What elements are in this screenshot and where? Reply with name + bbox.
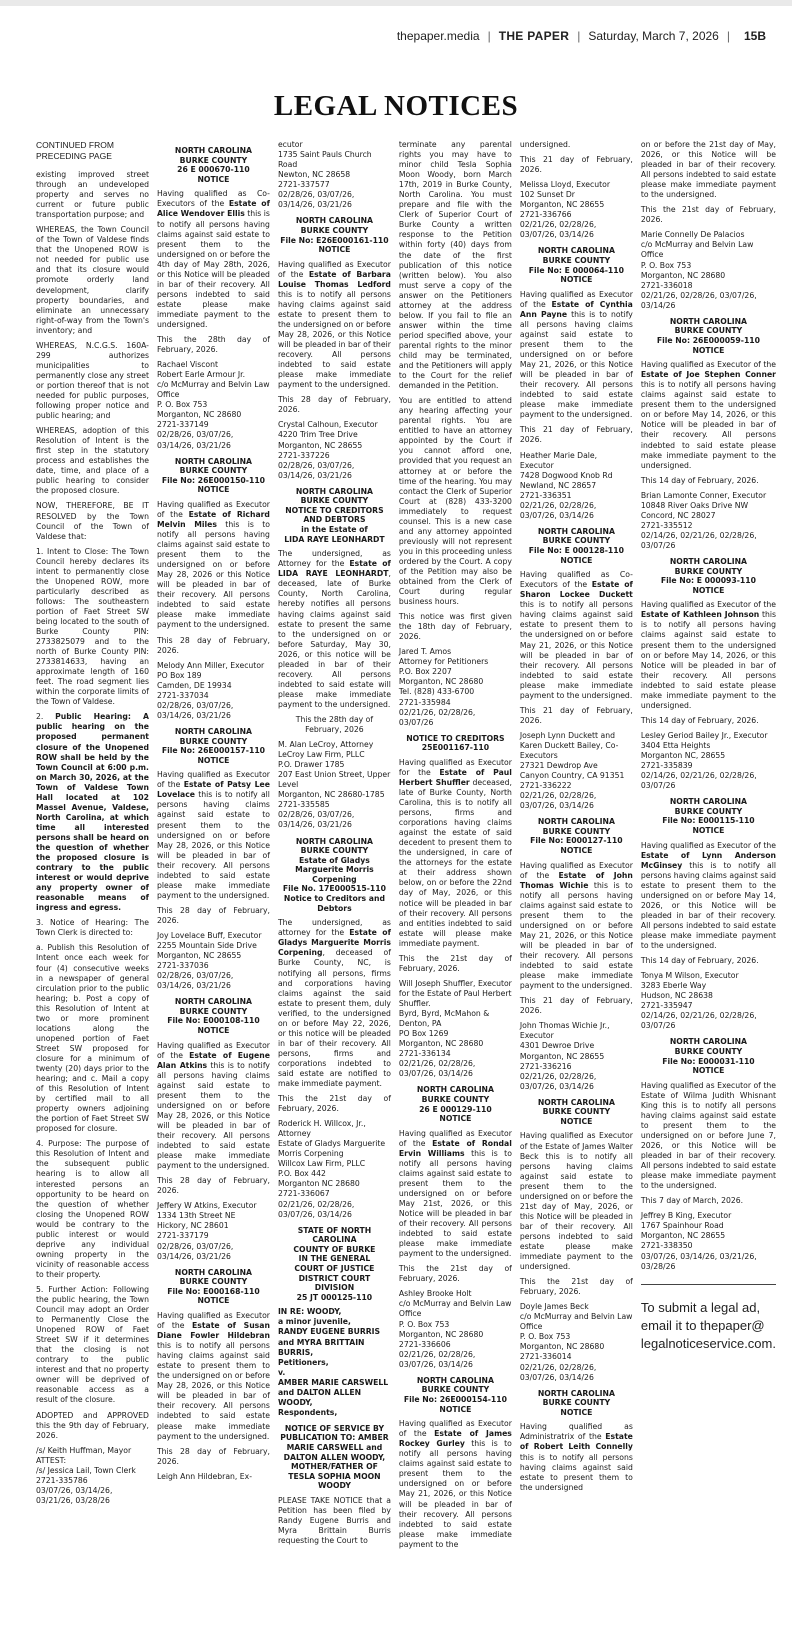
- notice-text: this is to notify all persons having claims against said estate to present them to the undersigned on or before May 21, 2026, or this Notice will be pleaded in bar of their recovery. All persons indebted to said estate please make immediate payment to the undersigned.: [519, 600, 633, 700]
- notice-heading: NORTH CAROLINA BURKE COUNTY Estate of Gladys Marguerite Morris Corpening File No. 17E000515-110 Notice to Creditors and Debtors: [282, 836, 386, 913]
- court-heading: STATE OF NORTH CAROLINA COUNTY OF BURKE IN THE GENERAL COURT OF JUSTICE DISTRICT COURT DIVISION 25 JT 000125-110: [293, 1225, 376, 1302]
- public-hearing-text: Public Hearing: A public hearing on the proposed permanent closure of the Unopened ROW shall be held by the Town Council at 6:00 p.m. on March 30, 2026, at the Town of Valdese Town Hall located at 102 Massel Avenue, Valdese, North Carolina, at which time all interested persons shall be heard on the question of whether the proposed closure is contrary to the public interest or would deprive any property owner of reasonable means of ingress and egress.: [36, 712, 149, 913]
- notice-text: Having qualified as Executor of the: [398, 1128, 512, 1148]
- signature-block: Rachael Viscont Robert Earle Armour Jr. c/o McMurray and Belvin Law Office P. O. Box 753 Morganton, NC 28680 2721-337149 02/28/26, 03/07/26, 03/14/26, 03/21/26: [156, 360, 270, 450]
- notice-body: Having qualified as Executor of the Estate of James Walter Beck this is to notify all persons having claims against said estate to present them to the undersigned on or before the 21st day of May, 2026, or this Notice will be pleaded in bar of their recovery. All persons indebted to said estate please make immediate payment to the undersigned.: [519, 1131, 633, 1272]
- notice-date: This the 28th day of February, 2026.: [156, 335, 270, 355]
- notice-heading: NORTH CAROLINA BURKE COUNTY File No: 26E000150-110 NOTICE: [161, 456, 266, 495]
- notice-text: Having qualified as Executor of the: [156, 1040, 270, 1060]
- notice-heading: NORTH CAROLINA BURKE COUNTY File No: E 000128-110 NOTICE: [528, 526, 624, 565]
- signature-block: Jeffrey B King, Executor 1767 Spainhour Road Morganton, NC 28655 2721-338350 03/07/26, 03/14/26, 03/21/26, 03/28/26: [640, 1211, 757, 1271]
- notice-date: This 28 day of February, 2026.: [156, 635, 270, 655]
- estate-name: Estate of Patsy Lee Lovelace: [156, 780, 270, 800]
- notice-text: Having qualified as Executor for the: [398, 757, 512, 777]
- masthead-separator: |: [487, 29, 491, 43]
- notice-date: This notice was first given the 18th day of February, 2026.: [398, 612, 512, 642]
- signature-block: Will Joseph Shuffler, Executor for the Estate of Paul Herbert Shuffler. Byrd, Byrd, McMahon & Denton, PA PO Box 1269 Morganton, NC 28680 2721-336134 02/21/26, 02/28/26, 03/07/26, 03/14/26: [398, 978, 512, 1079]
- notice-body: [520, 570, 633, 701]
- notice-text: Having qualified as Executor of the: [156, 1311, 270, 1331]
- notice-paragraph: existing improved street through an undeveloped property and serves no current or future public transportation purpose; and: [36, 170, 149, 220]
- notice-text: Having qualified as Executor of the: [156, 499, 270, 519]
- notice-date: This 7 day of March, 2026.: [640, 1196, 744, 1206]
- notice-text: this is to notify all persons having claims against said estate to present them to the undersigned on or before May 21, 2026, or this Notice will be pleaded in bar of their recovery. All persons indebted to said estate please make immediate payment to the: [398, 1439, 512, 1549]
- estate-name: Estate of Rondal Ervin Williams: [398, 1138, 512, 1158]
- notice-text: this is to notify all persons having claims against said estate to present them to the undersigned on or before May 28, 2026, or this Notice will be pleaded in bar of their recovery. All persons indebted to said estate please make immediate payment to the undersigned.: [156, 1060, 270, 1171]
- notice-text: undersigned.: [519, 140, 571, 149]
- estate-name: Estate of Gladys Marguerite Morris Corpening: [277, 928, 391, 958]
- notice-date: This 14 day of February, 2026.: [640, 715, 759, 725]
- notice-heading: NORTH CAROLINA BURKE COUNTY File No: E000115-110 NOTICE: [662, 797, 755, 835]
- estate-name: Estate of James Rockey Gurley: [398, 1429, 512, 1449]
- notice-heading: NORTH CAROLINA BURKE COUNTY NOTICE: [537, 1388, 615, 1417]
- notice-paragraph: [36, 712, 149, 913]
- notice-body: [520, 1422, 633, 1492]
- notice-heading: NORTH CAROLINA BURKE COUNTY File No: E 000064-110 NOTICE: [528, 246, 624, 285]
- notice-text: this is to notify all persons having claims against said estate to present them to the undersigned on or before May 21, 2026, or this Notice will be pleaded in bar of their recovery. All persons indebted to said estate please make immediate payment to the undersigned.: [519, 309, 633, 420]
- notice-paragraph: 1. Intent to Close: The Town Council hereby declares its intent to permanently close the Unopened ROW, more particularly described as follows: The southeastern portion of Faet Street SW being located to the south of Burke County PIN: 2733825079 and to the north of Burke County PIN: 2733814633, having an approximate length of 160 feet. The road segment lies within the corporate limits of the Town of Valdese.: [36, 546, 149, 707]
- notice-text: The undersigned, as attorney for the: [277, 918, 391, 938]
- estate-name: Estate of Alice Wendover Ellis: [156, 199, 270, 219]
- signature-block: John Thomas Wichie Jr., Executor 4301 Dewroe Drive Morganton, NC 28655 2721-336216 02/21/26, 02/28/26, 03/07/26, 03/14/26: [519, 1021, 610, 1091]
- issue-date: Saturday, March 7, 2026: [588, 29, 719, 43]
- notice-heading: NORTH CAROLINA BURKE COUNTY File No: 26E000059-110 NOTICE: [656, 316, 760, 355]
- notice-paragraph: WHEREAS, N.C.G.S. 160A-299 authorizes municipalities to permanently close any street or portion thereof that is not needed for public purposes, following proper notice and public hearing; and: [36, 340, 149, 421]
- notice-paragraph: 4. Purpose: The purpose of this Resolution of Intent and the subsequent public hearing is to allow all interested persons an opportunity to be heard on the question of whether closing the Unopened ROW would be contrary to the public interest or would deprive any individual owning property in the vicinity of reasonable access to their property.: [36, 1139, 149, 1279]
- notice-heading: NORTH CAROLINA BURKE COUNTY File No: 26E000154-110 NOTICE: [403, 1375, 507, 1414]
- column-1: [36, 140, 149, 1620]
- signature-block: Crystal Calhoun, Executor 4220 Trim Tree Drive Morganton, NC 28655 2721-337226 02/28/26, 03/07/26, 03/14/26, 03/21/26: [277, 420, 378, 480]
- notice-text: this is to notify all persons having claims against said estate to present them to the undersigned on or before May 28, 2026, or this Notice will be pleaded in bar of their recovery. All persons indebted to said estate please make immediate payment to the undersigned.: [156, 790, 270, 900]
- notice-paragraph: 5. Further Action: Following the public hearing, the Town Council may adopt an Order to Permanently Close the Unopened ROW of Faet Street SW if it determines that the closing is not contrary to the public interest and that no property owner will be deprived of reasonable access as a result of the closure.: [36, 1284, 149, 1405]
- notice-text: The undersigned, as Attorney for the: [277, 549, 391, 569]
- notice-date: This 21 day of February, 2026.: [519, 705, 633, 725]
- signature-block: Melody Ann Miller, Executor PO Box 189 Camden, DE 19934 2721-337034 02/28/26, 03/07/26, 03/14/26, 03/21/26: [156, 660, 265, 720]
- notice-body: [157, 770, 270, 901]
- signature-block: M. Alan LeCroy, Attorney LeCroy Law Firm, PLLC P.O. Drawer 1785 207 East Union Street, Upper Level Morganton, NC 28680-1785 2721-335585 02/28/26, 03/07/26, 03/14/26, 03/21/26: [277, 740, 391, 830]
- notice-text: Having qualified as Co-Executors of the: [156, 189, 270, 209]
- signature-block: Jared T. Amos Attorney for Petitioners P.O. Box 2207 Morganton, NC 28680 Tel. (828) 433-6700 2721-335984 02/21/26, 02/28/26, 03/07/26: [398, 647, 489, 727]
- notice-date: This 28 day of February, 2026.: [156, 1446, 270, 1466]
- notice-body: [399, 758, 512, 949]
- notice-date: This 21 day of February, 2026.: [519, 996, 633, 1016]
- item-number: 2.: [36, 712, 56, 722]
- notice-body: [641, 600, 776, 711]
- notice-date: This 28 day of February, 2026.: [277, 395, 391, 415]
- notice-text: Having qualified as Executor of the: [519, 860, 633, 880]
- notice-heading: NORTH CAROLINA BURKE COUNTY 26 E 000129-110 NOTICE: [416, 1085, 494, 1124]
- notice-body: [399, 1419, 512, 1550]
- masthead: [20, 26, 766, 46]
- top-rule: [0, 0, 792, 6]
- notice-text: Having qualified as Executor of the: [156, 770, 270, 790]
- notice-heading: NORTH CAROLINA BURKE COUNTY File No: E000031-110 NOTICE: [662, 1037, 755, 1076]
- notice-body: [641, 360, 776, 471]
- notice-paragraph: WHEREAS, the Town Council of the Town of Valdese finds that the Unopened ROW is not needed for public use and that its closure would promote orderly land development, clarify property boundaries, and eliminate an unnecessary right-of-way from the Town's inventory; and: [36, 225, 149, 335]
- notice-date: This 14 day of February, 2026.: [640, 475, 759, 485]
- notice-heading: NORTH CAROLINA BURKE COUNTY 26 E 000670-110 NOTICE: [174, 146, 252, 184]
- notice-text: , deceased, late of Burke County, North Carolina, hereby notifies all persons having claims against said estate to present the same to the undersigned on or before Saturday, May 30, 2026, or this notice will be pleaded in bar of their recovery. All persons indebted to said estate will please make immediate payment to the undersigned.: [277, 569, 391, 709]
- notice-text: Having qualified as Executor of the: [398, 1419, 512, 1439]
- notice-paragraph: WHEREAS, adoption of this Resolution of Intent is the first step in the statutory process and establishes the date, time, and place of a public hearing to consider the proposed closure.: [36, 426, 149, 496]
- estate-name: Estate of Joe Stephen Conner: [640, 370, 776, 380]
- notice-text: Having qualified as Administratrix of the: [519, 1422, 633, 1442]
- signature-block: Heather Marie Dale, Executor 7428 Dogwood Knob Rd Newland, NC 28657 2721-336351 02/21/26, 02/28/26, 03/07/26, 03/14/26: [519, 450, 613, 520]
- column-4: [399, 140, 512, 1620]
- notice-date: This 28 day of February, 2026.: [156, 1176, 270, 1196]
- masthead-separator: |: [577, 29, 581, 43]
- notice-date: This the 21st day of February, 2026.: [519, 1277, 633, 1297]
- estate-name: Estate of Robert Leith Connelly: [519, 1432, 633, 1452]
- divider: [641, 1284, 776, 1285]
- notice-body: [157, 1041, 270, 1172]
- notice-text: Having qualified as Executor of the: [277, 259, 391, 279]
- estate-name: Estate of Lynn Anderson McGinsey: [640, 850, 776, 870]
- signature-block: Leigh Ann Hildebran, Ex-: [156, 1471, 252, 1481]
- notice-text: on or before the 21st day of May, 2026, or this Notice will be pleaded in bar of their recovery. All persons indebted to said estate please make immediate payment to the undersigned.: [640, 140, 776, 200]
- notice-text: this is to notify all persons having claims against said estate to present them to the undersigned on or before May 14, 2026, or this Notice will be pleaded in bar of their recovery. All persons indebted to said estate please make immediate payment to the undersigned.: [640, 860, 776, 951]
- notice-body: [641, 841, 776, 952]
- notice-paragraph: 3. Notice of Hearing: The Town Clerk is directed to:: [36, 918, 149, 938]
- signature-block: ecutor 1735 Saint Pauls Church Road Newton, NC 28658 2721-337577 02/28/26, 03/07/26, 03/14/26, 03/21/26: [277, 140, 372, 210]
- signature-block: Ashley Brooke Holt c/o McMurray and Belvin Law Office P. O. Box 753 Morganton, NC 28680 2721-336606 02/21/26, 02/28/26, 03/07/26, 03/14/26: [398, 1289, 512, 1369]
- estate-name: Estate of Paul Herbert Shuffler: [398, 767, 512, 787]
- signature-block: Roderick H. Willcox, Jr., Attorney Estate of Gladys Marguerite Morris Corpening Willcox Law Firm, PLLC P.O. Box 442 Morganton NC 28680 2721-336067 02/21/26, 02/28/26, 03/07/26, 03/14/26: [277, 1119, 386, 1219]
- column-2: [157, 140, 270, 1620]
- estate-name: Estate of Susan Diane Fowler Hildebran: [156, 1321, 270, 1341]
- notice-text: deceased, late of Burke County, North Carolina, this is to notify all persons, firms and corporations having claims against the estate of said decedent to present them to the undersigned, in care of the attorneys for the estate at their address shown below, on or before the 22nd day of May, 2026, or this notice will be pleaded in bar of their recovery. All persons and entities indebted to said estate will please make immediate payment.: [398, 777, 512, 948]
- notice-text: this is to notify all persons having claims against said estate to present them to the undersigned on or before May 21, 2026, or this Notice will be pleaded in bar of their recovery. All persons indebted to said estate please make immediate payment to the undersigned.: [519, 880, 633, 991]
- notice-body: [278, 260, 391, 391]
- notice-text: Having qualified as Executor of the: [640, 840, 776, 850]
- estate-name: Estate of LIDA RAYE LEONHARDT: [277, 559, 391, 579]
- section-title: LEGAL NOTICES: [273, 90, 519, 122]
- notice-text: this is to notify all persons having claims against said estate to present them to the undersigned on or before May 21st, 2026, or this Notice will be pleaded in bar of their recovery. All persons indebted to said estate please make immediate payment to the undersigned.: [398, 1148, 512, 1259]
- column-3: [278, 140, 391, 1620]
- notice-paragraph: You are entitled to attend any hearing affecting your parental rights. You are entitled to have an attorney appointed by the Court if you cannot afford one, provided that you request an attorney at or before the time of the hearing. You may contact the Clerk of Superior Court at (828) 433-3200 immediately to request counsel. This is a new case and any attorney appointed previously will not represent you in this proceeding unless ordered by the Court. A copy of the Petition may also be obtained from the Clerk of Court during regular business hours.: [398, 396, 512, 607]
- notice-paragraph: ADOPTED and APPROVED this the 9th day of February, 2026.: [36, 1410, 149, 1440]
- notice-heading: NORTH CAROLINA BURKE COUNTY File No: 26E000157-110 NOTICE: [161, 726, 266, 765]
- signature-block: Brian Lamonte Conner, Executor 10848 River Oaks Drive NW Concord, NC 28027 2721-335512 02/14/26, 02/21/26, 02/28/26, 03/07/26: [640, 490, 767, 550]
- service-heading: NOTICE OF SERVICE BY PUBLICATION TO: AMBER MARIE CARSWELL and DALTON ALLEN WOODY, MOTHER/FATHER OF TESLA SOPHIA MOON WOODY: [280, 1423, 389, 1491]
- continued-label: CONTINUED FROM PRECEDING PAGE: [36, 140, 114, 161]
- notice-heading: NORTH CAROLINA BURKE COUNTY NOTICE TO CREDITORS AND DEBTORS in the Estate of LIDA RAYE LEONHARDT: [284, 486, 385, 544]
- signature-block: Jeffery W Atkins, Executor 1334 13th Street NE Hickory, NC 28601 2721-337179 02/28/26, 03/07/26, 03/14/26, 03/21/26: [156, 1201, 257, 1261]
- notice-heading: NORTH CAROLINA BURKE COUNTY File No: E26E000161-110 NOTICE: [280, 216, 389, 255]
- signature-block: Tonya M Wilson, Executor 3283 Eberle Way Hudson, NC 28638 2721-335947 02/14/26, 02/21/26, 02/28/26, 03/07/26: [640, 971, 757, 1031]
- signature-block: /s/ Keith Huffman, Mayor ATTEST: /s/ Jessica Lail, Town Clerk 2721-335786 03/07/26, 03/14/26, 03/21/26, 03/28/26: [36, 1445, 136, 1505]
- notice-text: Having qualified as Executor of the: [519, 289, 633, 309]
- estate-name: Estate of Richard Melvin Miles: [156, 509, 270, 530]
- notice-text: this is to notify all persons having claims against said estate to present them to the undersigned on or before May 28, 2026 or this Notice will be pleaded in bar of their recovery. All persons indebted to said estate please make immediate payment to the undersigned.: [156, 520, 270, 630]
- notice-heading: NORTH CAROLINA BURKE COUNTY File No: E000168-110 NOTICE: [167, 1267, 260, 1306]
- submit-ad-info[interactable]: To submit a legal ad, email it to thepaper@ legalnoticeservice.com.: [640, 1299, 776, 1351]
- case-caption: IN RE: WOODY, a minor juvenile, RANDY EUGENE BURRIS and MYRA BRITTAIN BURRIS, Petitioners, v. AMBER MARIE CARSWELL and DALTON ALLEN WOODY, Respondents,: [277, 1307, 389, 1417]
- column-6: [641, 140, 776, 1620]
- notice-paragraph: NOW, THEREFORE, BE IT RESOLVED by the Town Council of the Town of Valdese that:: [36, 501, 149, 541]
- column-5: [520, 140, 633, 1620]
- notice-text: Having qualified as Co-Executors of the: [519, 570, 633, 590]
- notice-heading: NORTH CAROLINA BURKE COUNTY NOTICE: [537, 1097, 615, 1126]
- notice-date: This 21 day of February, 2026.: [519, 155, 633, 175]
- estate-name: Estate of Cynthia Ann Payne: [519, 299, 633, 319]
- notice-date: This the 21st day of February, 2026.: [398, 953, 512, 973]
- notice-date: This 21 day of February, 2026.: [519, 425, 633, 445]
- notice-date: This the 21st day of February, 2026.: [398, 1264, 512, 1284]
- site-url[interactable]: thepaper.media: [396, 29, 480, 43]
- notice-body: [278, 918, 391, 1089]
- notice-date: This 28 day of February, 2026.: [156, 905, 270, 925]
- signature-block: Lesley Geriod Bailey Jr., Executor 3404 Etta Heights Morganton NC, 28655 2721-335839 02/14/26, 02/21/26, 02/28/26, 03/07/26: [640, 730, 768, 791]
- estate-name: Estate of Kathleen Johnson: [640, 610, 760, 620]
- notice-text: this is to notify all persons having claims against said estate to present them to the undersigned on or before May 14, 2026, or this Notice will be pleaded in bar of their recovery. All persons indebted to said estate please make immediate payment to the undersigned.: [640, 610, 776, 710]
- notice-heading: NOTICE TO CREDITORS 25E001167-110: [406, 733, 505, 753]
- notice-text: this is to notify all persons having claims against said estate to present them to the undersigned on or before the 4th day of May 28th, 2026, or this Notice will be pleaded in bar of their recovery. All persons indebted to said estate please make immediate payment to the undersigned.: [156, 209, 270, 329]
- notice-body: [278, 549, 391, 710]
- notice-body: [520, 290, 633, 421]
- notice-body: PLEASE TAKE NOTICE that a Petition has been filed by Randy Eugene Burris and Myra Brittain Burris requesting the Court to: [277, 1496, 391, 1546]
- notice-body: [157, 189, 270, 330]
- notice-text: this is to notify all persons having claims against said estate to present them to the undersigned on or before May 14, 2026, or this Notice will be pleaded in bar of their recovery. All persons indebted to said estate please make immediate payment to the undersigned.: [640, 380, 776, 470]
- paper-name: THE PAPER: [498, 29, 570, 43]
- notice-paragraph: a. Publish this Resolution of Intent once each week for four (4) consecutive weeks in a newspaper of general circulation prior to the public hearing; b. Post a copy of this Resolution of Intent at two or more prominent locations along the unopened portion of Faet Street SW proposed for closure for a minimum of twenty (20) days prior to the hearing; and c. Mail a copy of this Resolution of Intent by certified mail to all property owners adjoining the portion of Faet Street SW proposed for closure.: [36, 943, 149, 1134]
- notice-paragraph: terminate any parental rights you may have to minor child Tesla Sophia Moon Woody, born March 17th, 2019 in Burke County, North Carolina. You must prepare and file with the Clerk of Superior Court of Burke County a written response to the Petition within forty (40) days from the date of the first publication of this notice (written below). You also must serve a copy of the answer on the Petitioners attorney at the address below. If you fail to file an answer within the time period specified above, your parental rights to the minor child may be terminated, and the Petitioners will apply to the Court for the relief demanded in the Petition.: [398, 140, 512, 391]
- notice-heading: NORTH CAROLINA BURKE COUNTY File No: E 000093-110 NOTICE: [660, 556, 756, 595]
- estate-name: Estate of Eugene Alan Atkins: [156, 1050, 270, 1070]
- estate-name: Estate of Sharon Lockee Duckett: [519, 580, 633, 600]
- notice-text: this is to notify all persons having claims against said estate to present them to the undersigned: [519, 1452, 633, 1492]
- notice-body: Having qualified as Executor of the Estate of Wilma Judith Whisnant King this is to notify all persons having claims against said estate to present them to the undersigned on or before June 7, 2026, or this Notice will be pleaded in bar of their recovery. All persons indebted to said estate please make immediate payment to the undersigned.: [640, 1080, 776, 1191]
- signature-block: Marie Connelly De Palacios c/o McMurray and Belvin Law Office P. O. Box 753 Morganton, NC 28680 2721-336018 02/21/26, 02/28/26, 03/07/26, 03/14/26: [640, 230, 757, 310]
- notice-heading: NORTH CAROLINA BURKE COUNTY File No: E000127-110 NOTICE: [530, 817, 623, 856]
- estate-name: Estate of Barbara Louise Thomas Ledford: [277, 269, 391, 289]
- notice-text: Having qualified as Executor of the: [640, 600, 776, 610]
- signature-block: Doyle James Beck c/o McMurray and Belvin Law Office P. O. Box 753 Morganton, NC 28680 2721-336014 02/21/26, 02/28/26, 03/07/26, 03/14/26: [519, 1302, 633, 1382]
- notice-date: This the 28th day of February, 2026: [295, 715, 374, 735]
- notice-heading: NORTH CAROLINA BURKE COUNTY File No: E000108-110 NOTICE: [167, 997, 260, 1036]
- notice-text: Having qualified as Executor of the: [640, 360, 776, 370]
- page-number: 15B: [743, 29, 766, 43]
- signature-block: Joy Lovelace Buff, Executor 2255 Mountain Side Drive Morganton, NC 28655 2721-337036 02/28/26, 03/07/26, 03/14/26, 03/21/26: [156, 930, 262, 991]
- notice-text: this is to notify all persons having claims against said estate to present them to the undersigned on or before May 28, 2026, or this Notice will be pleaded in bar of their recovery. All persons indebted to said estate please make immediate payment to the undersigned.: [277, 289, 391, 390]
- signature-block: Joseph Lynn Duckett and Karen Duckett Bailey, Co-Executors 27321 Dewdrop Ave Canyon Country, CA 91351 2721-336222 02/21/26, 02/28/26, 03/07/26, 03/14/26: [519, 730, 625, 811]
- notice-body: [520, 861, 633, 992]
- notice-body: [157, 1311, 270, 1442]
- notice-body: [157, 500, 270, 631]
- notice-date: This 14 day of February, 2026.: [640, 956, 759, 966]
- signature-block: Melissa Lloyd, Executor 102 Sunset Dr Morganton, NC 28655 2721-336766 02/21/26, 02/28/26, 03/07/26, 03/14/26: [519, 180, 611, 240]
- notice-body: [399, 1129, 512, 1260]
- estate-name: Estate of John Thomas Wichie: [519, 870, 633, 890]
- notices-columns: [36, 140, 776, 1620]
- notice-text: this is to notify all persons having claims against said estate to present them to the undersigned on or before May 28, 2026, or this Notice will be pleaded in bar of their recovery. All persons indebted to said estate please make immediate payment to the undersigned.: [156, 1341, 270, 1441]
- masthead-separator: |: [726, 29, 730, 43]
- notice-date: This the 21st day of February, 2026.: [640, 205, 776, 225]
- notice-text: , deceased of Burke County, NC, is notifying all persons, firms and corporations having claims against the said estate to present them, duly verified, to the undersigned on or before May 22, 2026, or this notice will be pleaded in bar of their recovery. All persons, firms and corporations indebted to said estate are notified to make immediate payment.: [277, 948, 391, 1089]
- notice-date: This the 21st day of February, 2026.: [277, 1094, 391, 1114]
